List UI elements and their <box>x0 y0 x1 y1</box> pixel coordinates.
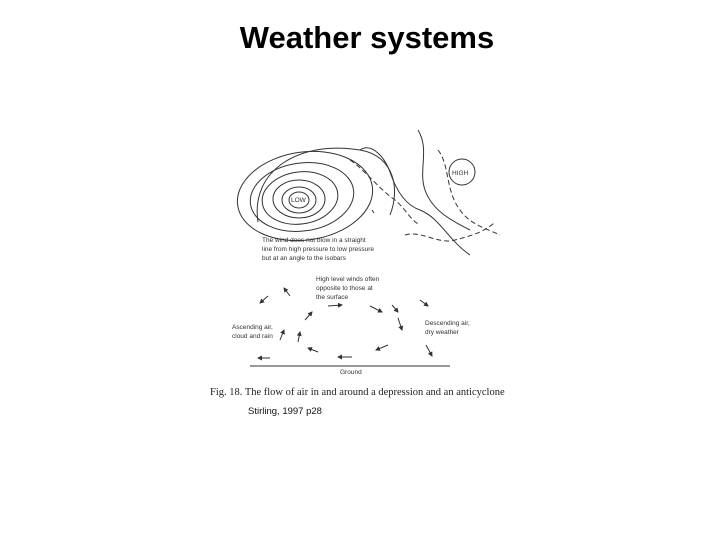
ground-label: Ground <box>340 369 362 376</box>
figure-caption: Fig. 18. The flow of air in and around a depression and an anticyclone <box>210 387 505 398</box>
wind-arrow-mark <box>372 210 374 213</box>
source-credit: Stirling, 1997 p28 <box>248 406 322 417</box>
slide-title: Weather systems <box>239 20 495 55</box>
descending-note <box>425 320 470 336</box>
descending-note-line-2: dry weather <box>425 329 459 336</box>
wind-note-line-2: line from high pressure to low pressure <box>262 246 374 253</box>
upper-note-line-3: the surface <box>316 294 349 301</box>
upper-note <box>316 276 380 301</box>
wind-note <box>262 237 374 262</box>
wind-note-line-1: The wind does not blow in a straight <box>262 237 366 244</box>
upper-note-line-2: opposite to those at <box>316 285 373 292</box>
low-label: LOW <box>291 197 306 204</box>
isobars-low <box>232 143 379 249</box>
high-label: HIGH <box>452 170 469 177</box>
upper-note-line-1: High level winds often <box>316 276 380 283</box>
wind-note-line-3: but at an angle to the isobars <box>262 255 346 262</box>
descending-note-line-1: Descending air, <box>425 320 470 327</box>
ascending-note <box>232 324 273 340</box>
ascending-note-line-1: Ascending air, <box>232 324 273 331</box>
ascending-note-line-2: cloud and rain <box>232 333 273 340</box>
